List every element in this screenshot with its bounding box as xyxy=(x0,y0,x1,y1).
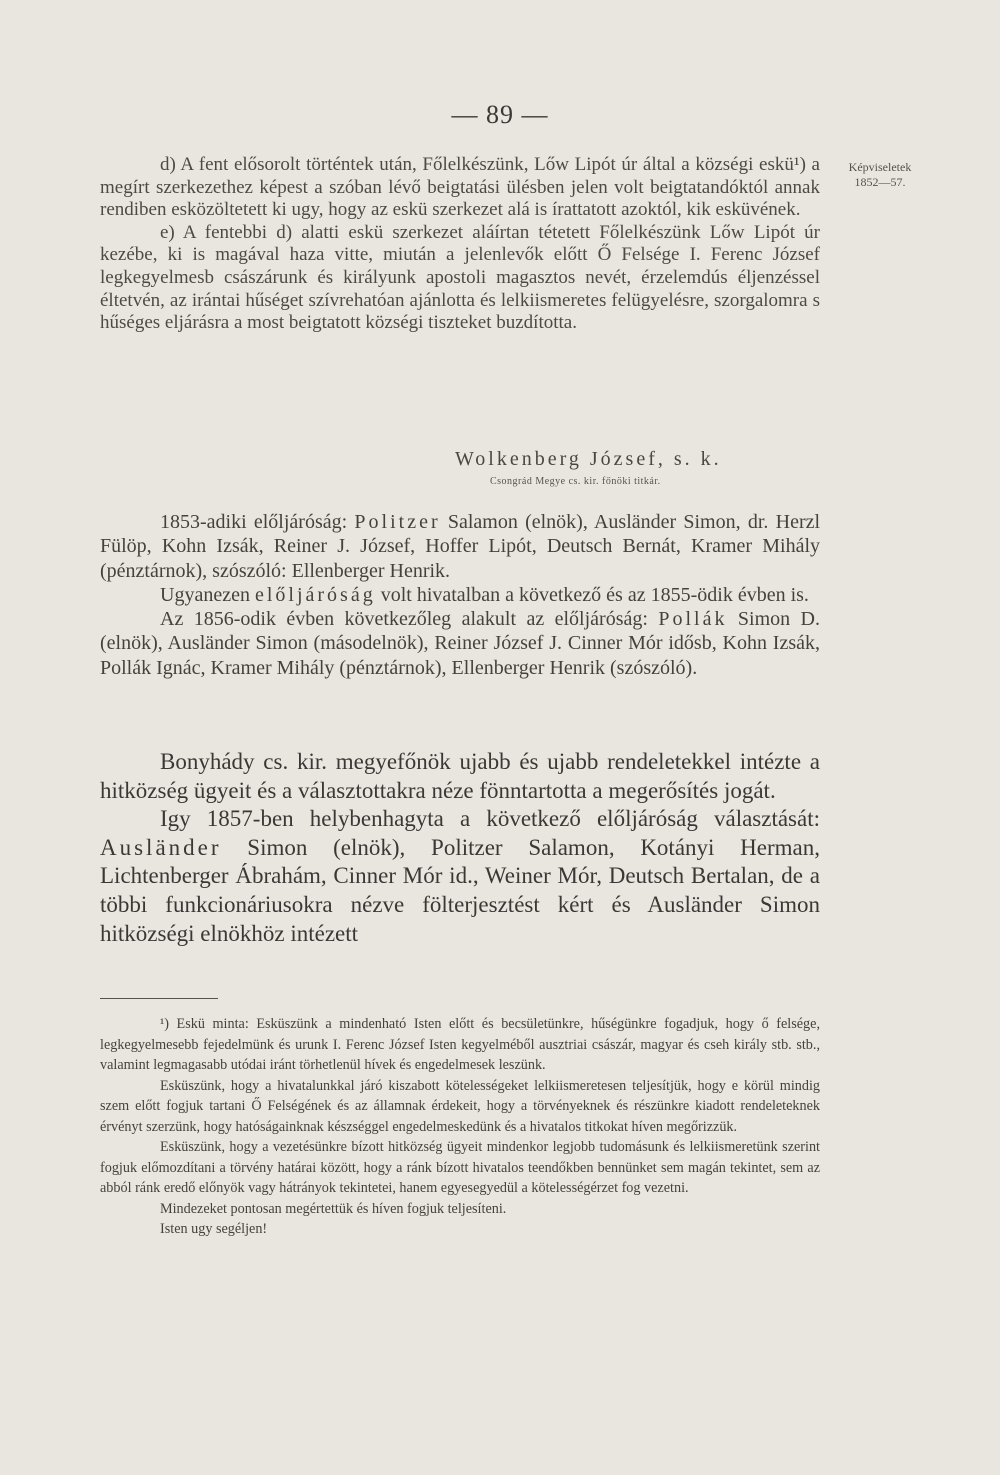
paragraph-1853-rest: Salamon (elnök), Ausländer Simon, dr. Herzl Fülöp, Kohn Izsák, Reiner J. József, Hoffer Lipót, Deutsch Bernát, Kramer Mihály (pénztárnok), szószóló: Ellenberger Henrik. xyxy=(100,511,821,582)
paragraph-d: d) A fent elősorolt történtek után, Főlelkészünk, Lőw Lipót úr által a községi eskü¹) a megírt szerkezethez képest a szóban lévő beigtatási ülésben jelen volt beigtatandóktól annak rendiben esközöltetett ki ugy, hogy az eskü szerkezet alá is írattatott azoktól, kik esküvének. xyxy=(100,154,820,221)
footnote-oath-5: Isten ugy segéljen! xyxy=(160,1221,268,1237)
paragraph-1856 xyxy=(100,607,820,680)
paragraph-1855-lead: Ugyanezen xyxy=(160,583,250,606)
paragraph-1853-lead: 1853-adiki előljáróság: xyxy=(160,511,348,533)
page-number: — 89 — xyxy=(451,100,549,129)
signature-name: Wolkenberg József, s. k. xyxy=(455,448,722,470)
paragraph-1857-name: Ausländer xyxy=(100,834,222,860)
paragraph-1857-rest: Simon (elnök), Politzer Salamon, Kotányi Herman, Lichtenberger Ábrahám, Cinner Mór id., Weiner Mór, Deutsch Bertalan, de a többi funkcionáriusokra nézve fölterjesztést kért és Ausländer Simon hitközségi elnökhöz intézett xyxy=(100,834,821,946)
paragraph-1856-lead: Az 1856-odik évben következőleg alakult az előljáróság: xyxy=(160,608,648,631)
section-leadership-1853-1856 xyxy=(100,510,820,680)
margin-note-title: Képviseletek xyxy=(848,160,912,174)
paragraph-bonyhady: Bonyhády cs. kir. megyefőnök ujabb és ujabb rendeletekkel intézte a hitközség ügyeit és a választottakra néze fönntartotta a megerősítés jogát. xyxy=(100,749,820,803)
section-oath-ceremony xyxy=(100,154,820,335)
footnote-oath-3: Esküszünk, hogy a vezetésünkre bízott hitközség ügyeit mindenkor legjobb tudomásunk és lelkiismeretünk szerint fogjuk előmozdítani a törvény határai között, hogy a ránk bízott hivatalos teendőkben bennünket sem magán tekintet, sem az abból ránk eredő előnyök vagy hátrányok tekintetei, hanem egyesegyedül a kötelességérzet fog vezetni. xyxy=(100,1139,820,1196)
footnote-oath-1: ¹) Eskü minta: Esküszünk a mindenható Isten előtt és becsületünkre, hűségünkre fogadjuk, hogy ő felsége, legkegyelmesebb fejedelmünk és urunk I. Ferenc József Isten kegyelméből ausztriai császár, magyar és cseh király stb. stb., valamint legmagasabb utódai iránt törhetlenül hívek és engedelmesek leszünk. xyxy=(100,1016,820,1073)
paragraph-1855 xyxy=(100,583,820,607)
section-bonyhady xyxy=(100,748,820,948)
paragraph-1856-name: Pollák xyxy=(658,608,728,631)
footnotes xyxy=(100,1014,820,1240)
margin-note xyxy=(830,160,930,190)
footnote-divider xyxy=(100,998,218,999)
paragraph-1853 xyxy=(100,510,820,583)
paragraph-1855-rest: volt hivatalban a következő és az 1855-ödik évben is. xyxy=(380,583,809,606)
footnote-oath-2: Esküszünk, hogy a hivatalunkkal járó kiszabott kötelességeket lelkiismeretesen teljesítjük, hogy e körül mindig szem előtt fogjuk tartani Ő Felségének és az államnak érdekeit, hogy a törvényeknek és részünkre kiadott rendeleteknek érvényt szerzünk, hogy hatóságainknak készséggel engedelmeskedünk és a hivatalos titkokat híven megőrizzük. xyxy=(100,1077,820,1135)
margin-note-years: 1852—57. xyxy=(854,175,906,189)
paragraph-1855-spaced: előljáróság xyxy=(254,583,376,606)
paragraph-1857-lead: Igy 1857-ben helybenhagyta a következő előljáróság választását: xyxy=(160,806,820,832)
signature-title: Csongrád Megye cs. kir. főnöki titkár. xyxy=(490,476,661,487)
paragraph-e: e) A fentebbi d) alatti eskü szerkezet aláírtan tétetett Főlelkészünk Lőw Lipót úr kezébe, ki is magával haza vitte, miután a jelenlevők előtt Ő Felsége I. Ferenc József legkegyelmesb császárunk és királyunk apostoli magasztos nevét, érzelemdús éljenzéssel éltetvén, az irántai hűséget szívrehatóan ajánlotta és lelkiismeretes felügyelésre, szorgalomra s hűséges eljárásra a most beigtatott községi tiszteket buzdította. xyxy=(100,221,820,334)
paragraph-1857 xyxy=(100,805,820,948)
footnote-oath-4: Mindezeket pontosan megértettük és híven fogjuk teljesíteni. xyxy=(160,1200,507,1217)
paragraph-1853-name: Politzer xyxy=(354,511,441,533)
paragraph-1856-rest: Simon D. (elnök), Ausländer Simon (másodelnök), Reiner József J. Cinner Mór idősb, Kohn Izsák, Pollák Ignác, Kramer Mihály (pénztárnok), Ellenberger Henrik (szószóló). xyxy=(100,608,820,679)
